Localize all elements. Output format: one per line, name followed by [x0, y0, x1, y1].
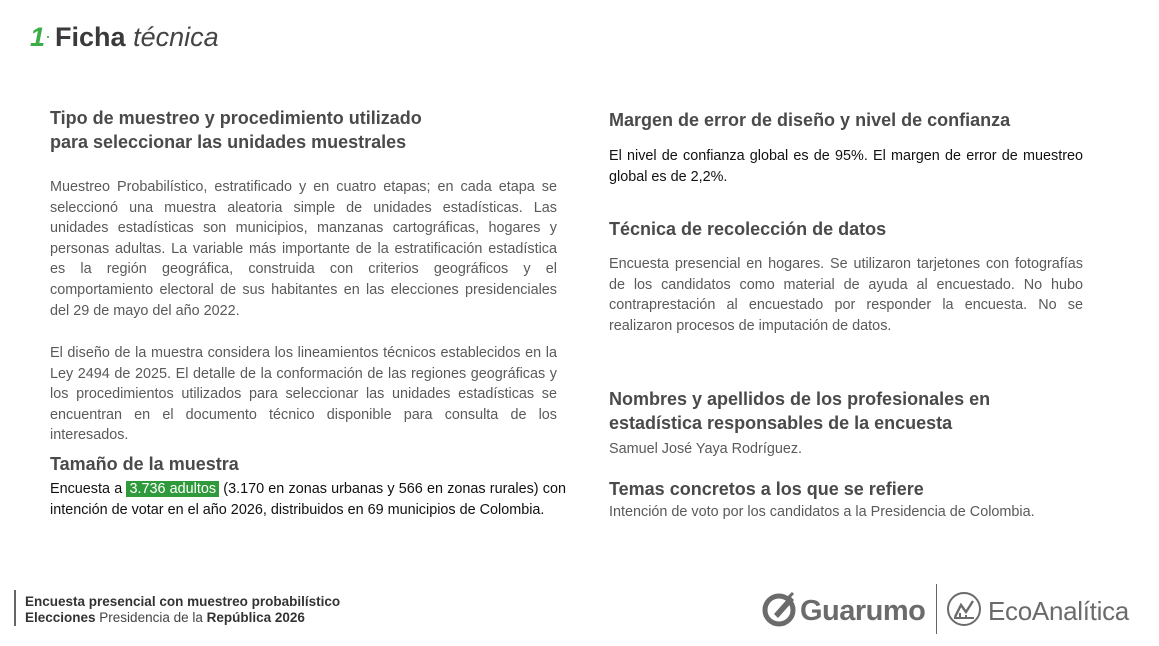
logos [760, 582, 1140, 636]
guarumo-wordmark: Guarumo [800, 595, 926, 627]
topics-paragraph: Intención de voto por los candidatos a la Presidencia de Colombia. [609, 504, 1035, 520]
ecoanalitica-wordmark: EcoAnalítica [988, 596, 1129, 626]
footer-line2-bold: Elecciones [25, 610, 96, 625]
title-bold: Ficha [55, 22, 126, 52]
guarumo-leaf-icon [760, 590, 798, 633]
footer-text [25, 594, 340, 626]
sample-size-heading: Tamaño de la muestra [50, 454, 239, 474]
sample-highlight: 3.736 adultos [126, 481, 219, 497]
section-dot: · [45, 26, 52, 46]
professionals-heading-line1: Nombres y apellidos de los profesionales en [609, 389, 991, 409]
sampling-heading [50, 106, 557, 154]
footer-bar [14, 590, 16, 626]
section-number: 1 [30, 22, 46, 52]
collection-heading: Técnica de recolección de datos [609, 219, 887, 239]
ecoanalitica-logo [946, 591, 1129, 632]
sample-rest: (3.170 en zonas urbanas y 566 en zonas rurales) con intención de votar en el año 2026, distribuidos en 69 municipios de Colombia. [50, 481, 566, 518]
sample-size-paragraph [50, 479, 566, 520]
margin-paragraph: El nivel de confianza global es de 95%. El margen de error de muestreo global es de 2,2%. [609, 148, 1083, 185]
sampling-heading-line2: para seleccionar las unidades muestrales [50, 132, 407, 152]
footer-line1: Encuesta presencial con muestreo probabilístico [25, 594, 341, 609]
sampling-heading-line1: Tipo de muestreo y procedimiento utilizado [50, 108, 422, 128]
collection-paragraph: Encuesta presencial en hogares. Se utilizaron tarjetones con fotografías de los candidatos como material de ayuda al encuestado. No hubo contraprestación al encuestado por responder la encuesta. No se realizaron procesos de imputación de datos. [609, 256, 1083, 334]
topics-heading: Temas concretos a los que se refiere [609, 479, 924, 499]
guarumo-logo [760, 590, 925, 633]
ecoanalitica-chart-icon [946, 591, 982, 632]
sample-prefix: Encuesta a [50, 481, 127, 497]
professionals-heading-line2: estadística responsables de la encuesta [609, 413, 953, 433]
margin-heading: Margen de error de diseño y nivel de confianza [609, 110, 1011, 130]
footer-line2-bold2: República 2026 [206, 610, 305, 625]
professionals-heading [609, 387, 1089, 435]
page-title [30, 22, 219, 53]
sampling-paragraph-1: Muestreo Probabilístico, estratificado y en cuatro etapas; en cada etapa se seleccionó una muestra aleatoria simple de unidades estadísticas. Las unidades estadísticas son municipios, manzanas cartográficas, hogares y personas adultas. La variable más importante de la estratificación estadística es la región geográfica, construida con criterios geográficos y el comportamiento electoral de sus habitantes en las elecciones presidenciales del 29 de mayo del año 2022. [50, 179, 557, 319]
sampling-paragraph-2: El diseño de la muestra considera los lineamientos técnicos establecidos en la Ley 2494 de 2025. El detalle de la conformación de las regiones geográficas y los procedimientos utilizados para seleccionar las unidades estadísticas se encuentran en el documento técnico disponible para consulta de los interesados. [50, 345, 557, 444]
professionals-paragraph: Samuel José Yaya Rodríguez. [609, 441, 803, 457]
title-italic: técnica [133, 22, 219, 52]
logo-divider [936, 584, 937, 634]
footer-line2-mid: Presidencia de la [95, 610, 207, 625]
